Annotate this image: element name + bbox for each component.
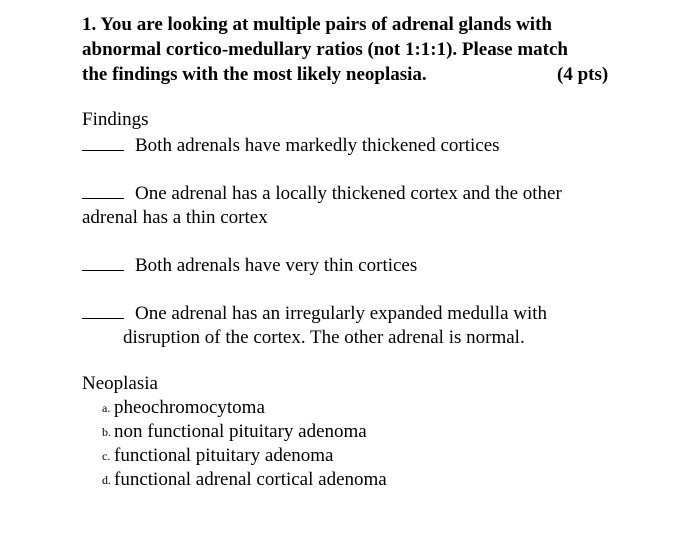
- answer-blank-4[interactable]: [82, 300, 124, 319]
- question-points: (4 pts): [557, 64, 609, 85]
- neoplasia-heading: Neoplasia: [82, 373, 158, 394]
- finding-continuation-2: adrenal has a thin cortex: [82, 207, 268, 228]
- option-letter-d: d.: [102, 473, 111, 487]
- option-a: [102, 396, 387, 420]
- finding-item-1: [82, 132, 642, 158]
- finding-continuation-4: disruption of the cortex. The other adrenal is normal.: [123, 327, 525, 348]
- finding-item-4: [82, 300, 642, 350]
- answer-blank-3[interactable]: [82, 252, 124, 271]
- finding-text-2: One adrenal has a locally thickened cortex and the other: [135, 183, 562, 204]
- question-line-2: abnormal cortico-medullary ratios (not 1:1:1). Please match: [82, 39, 568, 60]
- option-text-b: non functional pituitary adenoma: [114, 421, 367, 442]
- answer-blank-2[interactable]: [82, 180, 124, 199]
- option-text-c: functional pituitary adenoma: [114, 445, 334, 466]
- finding-text-3: Both adrenals have very thin cortices: [135, 255, 418, 276]
- option-b: [102, 420, 387, 444]
- option-text-a: pheochromocytoma: [114, 397, 265, 418]
- option-letter-b: b.: [102, 425, 111, 439]
- option-letter-a: a.: [102, 401, 111, 415]
- option-text-d: functional adrenal cortical adenoma: [114, 469, 387, 490]
- question-line-1: 1. You are looking at multiple pairs of adrenal glands with: [82, 14, 552, 35]
- finding-item-3: [82, 252, 642, 278]
- question-line-3: the findings with the most likely neoplasia.: [82, 64, 427, 85]
- findings-heading: Findings: [82, 109, 149, 130]
- option-d: [102, 468, 387, 492]
- neoplasia-options: [102, 396, 387, 492]
- finding-item-2: [82, 180, 642, 230]
- finding-text-1: Both adrenals have markedly thickened cortices: [135, 135, 500, 156]
- option-c: [102, 444, 387, 468]
- option-letter-c: c.: [102, 449, 111, 463]
- question-prompt: [82, 12, 642, 87]
- finding-text-4: One adrenal has an irregularly expanded medulla with: [135, 303, 548, 324]
- answer-blank-1[interactable]: [82, 132, 124, 151]
